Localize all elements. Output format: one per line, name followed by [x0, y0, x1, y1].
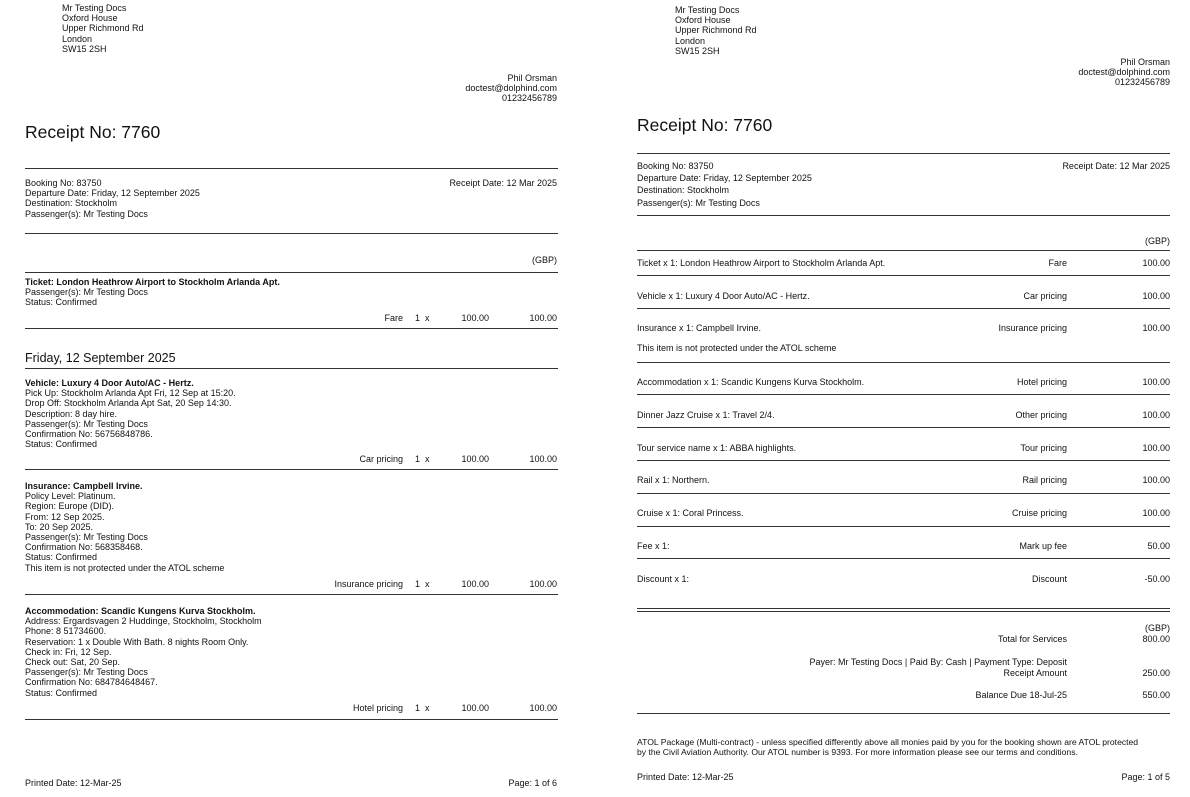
detail-line: Passenger(s): Mr Testing Docs: [25, 287, 148, 298]
detail-line: Confirmation No: 684784648467.: [25, 677, 158, 688]
divider: [637, 558, 1170, 559]
divider: [637, 275, 1170, 276]
destination: Destination: Stockholm: [637, 185, 730, 196]
agent-phone: 01232456789: [1114, 77, 1170, 88]
address-line: SW15 2SH: [675, 45, 720, 56]
divider: [637, 394, 1170, 395]
address-line: Oxford House: [62, 13, 118, 24]
vehicle-title: Vehicle: Luxury 4 Door Auto/AC - Hertz.: [25, 378, 194, 388]
divider: [637, 713, 1170, 714]
divider: [25, 233, 558, 234]
destination: Destination: Stockholm: [25, 198, 118, 209]
day-heading: Friday, 12 September 2025: [25, 351, 176, 365]
total-services-label: Total for Services: [997, 634, 1067, 644]
price-unit: 100.00: [461, 454, 489, 464]
item-label: Cruise pricing: [1011, 508, 1067, 518]
agent-name: Phil Orsman: [507, 73, 557, 83]
price-qty: 1: [415, 454, 421, 464]
atol-note: This item is not protected under the ATOL scheme: [25, 562, 225, 573]
detail-line: Status: Confirmed: [25, 552, 98, 563]
address-line: Upper Richmond Rd: [62, 23, 144, 34]
currency-label: (GBP): [1144, 236, 1170, 246]
detail-line: Status: Confirmed: [25, 297, 98, 308]
agent-name: Phil Orsman: [1120, 57, 1170, 67]
item-amount: 100.00: [1142, 508, 1170, 518]
divider: [25, 168, 558, 169]
divider: [637, 362, 1170, 363]
divider: [637, 153, 1170, 154]
detail-line: Region: Europe (DID).: [25, 501, 115, 512]
agent-email[interactable]: doctest@dolphind.com: [465, 83, 557, 94]
item-amount: 100.00: [1142, 410, 1170, 420]
item-amount: 100.00: [1142, 258, 1170, 268]
receipt-date: Receipt Date: 12 Mar 2025: [1062, 161, 1170, 171]
item-description: Rail x 1: Northern.: [637, 475, 710, 485]
item-label: Insurance pricing: [998, 323, 1067, 333]
price-unit: 100.00: [461, 703, 489, 713]
item-amount: 100.00: [1142, 475, 1170, 485]
address-line: Oxford House: [675, 15, 731, 26]
price-label: Insurance pricing: [334, 579, 403, 589]
price-qty: 1: [415, 703, 421, 713]
receipt-page-2: [595, 0, 1190, 797]
item-label: Rail pricing: [1022, 475, 1067, 485]
item-description: Insurance x 1: Campbell Irvine.: [637, 323, 762, 333]
receipt-title: Receipt No: 7760: [25, 122, 161, 142]
totals-currency: (GBP): [1144, 623, 1170, 633]
agent-contact: [1078, 57, 1170, 88]
insurance-section: [25, 481, 224, 573]
divider: [637, 215, 1170, 216]
detail-line: Check in: Fri, 12 Sep.: [25, 646, 112, 657]
page-number: Page: 1 of 6: [508, 778, 557, 788]
receipt-date: Receipt Date: 12 Mar 2025: [449, 178, 557, 188]
detail-line: Passenger(s): Mr Testing Docs: [25, 418, 148, 429]
divider: [25, 594, 558, 595]
atol-package-note: [637, 737, 1138, 757]
total-services-value: 800.00: [1142, 634, 1170, 644]
detail-line: Pick Up: Stockholm Arlanda Apt Fri, 12 Sep at 15:20.: [25, 388, 236, 399]
detail-line: Description: 8 day hire.: [25, 408, 118, 419]
atol-note-line: by the Civil Aviation Authority. Our ATOL number is 9393. For more information please see our terms and conditions.: [637, 747, 1078, 758]
detail-line: To: 20 Sep 2025.: [25, 521, 94, 532]
item-description: Cruise x 1: Coral Princess.: [637, 508, 744, 518]
detail-line: Phone: 8 51734600.: [25, 626, 107, 637]
price-x: x: [425, 313, 430, 323]
address-line: SW15 2SH: [62, 43, 107, 54]
printed-date: Printed Date: 12-Mar-25: [637, 772, 734, 782]
divider: [637, 308, 1170, 309]
balance-due-value: 550.00: [1142, 690, 1170, 700]
page-number: Page: 1 of 5: [1121, 772, 1170, 782]
divider: [637, 526, 1170, 527]
item-label: Tour pricing: [1020, 443, 1067, 453]
receipt-amount-label: Receipt Amount: [1003, 668, 1067, 678]
detail-line: Address: Ergardsvagen 2 Huddinge, Stockholm, Stockholm: [25, 616, 262, 627]
price-total: 100.00: [529, 703, 557, 713]
item-description: Fee x 1:: [637, 541, 670, 551]
detail-line: Check out: Sat, 20 Sep.: [25, 657, 121, 668]
ticket-section: [25, 277, 280, 308]
item-amount: 100.00: [1142, 443, 1170, 453]
accommodation-section: [25, 606, 262, 698]
item-amount: 100.00: [1142, 377, 1170, 387]
detail-line: Status: Confirmed: [25, 687, 98, 698]
recipient-address: [675, 5, 757, 56]
passengers: Passenger(s): Mr Testing Docs: [25, 208, 148, 219]
price-qty: 1: [415, 313, 421, 323]
double-divider: [637, 608, 1170, 609]
address-line: London: [62, 33, 93, 44]
ticket-title: Ticket: London Heathrow Airport to Stockholm Arlanda Apt.: [25, 277, 280, 287]
price-label: Fare: [384, 313, 403, 323]
recipient-address: [62, 3, 144, 54]
price-unit: 100.00: [461, 313, 489, 323]
item-amount: 100.00: [1142, 291, 1170, 301]
item-description: Tour service name x 1: ABBA highlights.: [637, 443, 797, 453]
payer-line: Payer: Mr Testing Docs | Paid By: Cash | Payment Type: Deposit: [809, 657, 1067, 667]
item-description: Ticket x 1: London Heathrow Airport to Stockholm Arlanda Apt.: [637, 258, 886, 268]
divider: [25, 368, 558, 369]
booking-number: Booking No: 83750: [637, 161, 714, 171]
insurance-title: Insurance: Campbell Irvine.: [25, 481, 143, 491]
divider: [25, 272, 558, 273]
item-amount: 100.00: [1142, 323, 1170, 333]
booking-number: Booking No: 83750: [25, 178, 102, 188]
accommodation-title: Accommodation: Scandic Kungens Kurva Stockholm.: [25, 606, 256, 616]
price-qty: 1: [415, 579, 421, 589]
agent-phone: 01232456789: [501, 93, 557, 104]
address-line: London: [675, 35, 706, 46]
detail-line: Drop Off: Stockholm Arlanda Apt Sat, 20 Sep 14:30.: [25, 398, 232, 409]
price-total: 100.00: [529, 313, 557, 323]
atol-note: This item is not protected under the ATOL scheme: [637, 343, 837, 353]
divider: [25, 719, 558, 720]
divider: [25, 469, 558, 470]
detail-line: Reservation: 1 x Double With Bath. 8 nights Room Only.: [25, 636, 249, 647]
detail-line: Confirmation No: 56756848786.: [25, 429, 153, 440]
item-label: Other pricing: [1015, 410, 1067, 420]
item-label: Car pricing: [1023, 291, 1067, 301]
atol-note-line: ATOL Package (Multi-contract) - unless specified differently above all monies paid by you for the booking shown are ATOL protected: [637, 737, 1139, 747]
price-total: 100.00: [529, 579, 557, 589]
divider: [25, 328, 558, 329]
agent-email[interactable]: doctest@dolphind.com: [1078, 67, 1170, 78]
item-amount: -50.00: [1144, 574, 1170, 584]
receipt-title: Receipt No: 7760: [637, 115, 773, 135]
item-description: Vehicle x 1: Luxury 4 Door Auto/AC - Hertz.: [637, 291, 810, 301]
divider: [637, 427, 1170, 428]
price-x: x: [425, 703, 430, 713]
detail-line: Status: Confirmed: [25, 439, 98, 450]
item-description: Discount x 1:: [637, 574, 690, 584]
detail-line: Policy Level: Platinum.: [25, 491, 116, 502]
balance-due-label: Balance Due 18-Jul-25: [975, 690, 1067, 700]
address-line: Upper Richmond Rd: [675, 25, 757, 36]
printed-date: Printed Date: 12-Mar-25: [25, 778, 122, 788]
address-line: Mr Testing Docs: [62, 3, 127, 13]
departure-date: Departure Date: Friday, 12 September 2025: [25, 188, 200, 199]
agent-contact: [465, 73, 557, 104]
currency-label: (GBP): [531, 255, 557, 265]
price-x: x: [425, 579, 430, 589]
booking-details: [637, 161, 812, 208]
item-label: Fare: [1048, 258, 1067, 268]
item-description: Dinner Jazz Cruise x 1: Travel 2/4.: [637, 410, 775, 420]
detail-line: Passenger(s): Mr Testing Docs: [25, 532, 148, 543]
double-divider: [637, 611, 1170, 612]
address-line: Mr Testing Docs: [675, 5, 740, 15]
item-description: Accommodation x 1: Scandic Kungens Kurva Stockholm.: [637, 377, 865, 387]
detail-line: From: 12 Sep 2025.: [25, 511, 105, 522]
price-x: x: [425, 454, 430, 464]
departure-date: Departure Date: Friday, 12 September 2025: [637, 173, 812, 184]
item-amount: 50.00: [1147, 541, 1170, 551]
detail-line: Confirmation No: 568358468.: [25, 542, 143, 553]
divider: [637, 250, 1170, 251]
price-label: Car pricing: [359, 454, 403, 464]
divider: [637, 493, 1170, 494]
price-label: Hotel pricing: [352, 703, 403, 713]
vehicle-section: [25, 378, 236, 449]
price-total: 100.00: [529, 454, 557, 464]
passengers: Passenger(s): Mr Testing Docs: [637, 197, 760, 208]
booking-details: [25, 178, 200, 219]
item-label: Discount: [1031, 574, 1067, 584]
divider: [637, 460, 1170, 461]
detail-line: Passenger(s): Mr Testing Docs: [25, 667, 148, 678]
item-label: Hotel pricing: [1016, 377, 1067, 387]
price-unit: 100.00: [461, 579, 489, 589]
receipt-amount-value: 250.00: [1142, 668, 1170, 678]
item-label: Mark up fee: [1019, 541, 1067, 551]
